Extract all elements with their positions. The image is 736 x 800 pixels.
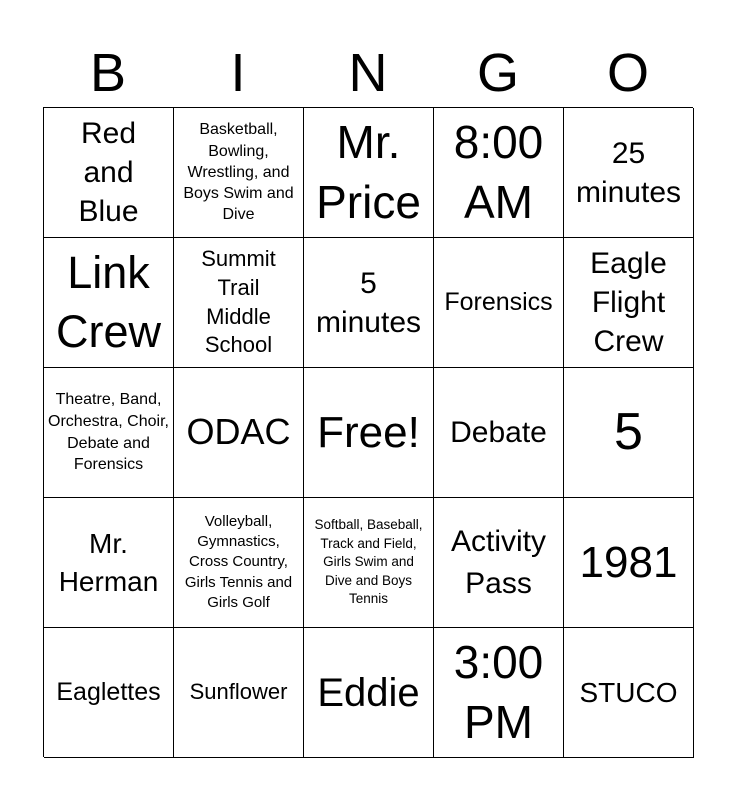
cell-text: Activity Pass [450, 524, 546, 600]
cell-text: 25 minutes [575, 136, 682, 209]
cell-text: Softball, Baseball, Track and Field, Girls Swim and Dive and Boys Tennis [314, 516, 423, 607]
bingo-cell[interactable] [304, 108, 434, 238]
header-letter-n: N [348, 43, 388, 103]
bingo-cell[interactable] [44, 108, 174, 238]
bingo-cell[interactable] [304, 238, 434, 368]
header-letter-g: G [476, 43, 519, 103]
bingo-cell[interactable] [434, 628, 564, 758]
bingo-cell[interactable] [174, 498, 304, 628]
bingo-cell[interactable] [564, 108, 694, 238]
cell-text: Basketball, Bowling, Wrestling, and Boys Swim and Dive [183, 121, 294, 224]
bingo-cell[interactable] [434, 368, 564, 498]
cell-text: Volleyball, Gymnastics, Cross Country, Girls Tennis and Girls Golf [184, 512, 293, 611]
bingo-cell[interactable] [564, 498, 694, 628]
header-letter-b: B [89, 43, 127, 103]
header-letter-i: I [230, 43, 246, 103]
cell-text: 1981 [579, 537, 678, 587]
bingo-cell[interactable] [434, 498, 564, 628]
cell-text: Forensics [444, 288, 553, 317]
cell-text: Mr. Price [316, 115, 421, 228]
bingo-cell[interactable] [434, 238, 564, 368]
cell-text: Link Crew [55, 247, 161, 357]
cell-text: Eaglettes [56, 678, 161, 707]
bingo-cell[interactable] [304, 628, 434, 758]
cell-text: Eddie [317, 670, 420, 715]
bingo-cell[interactable] [174, 628, 304, 758]
bingo-cell[interactable] [44, 368, 174, 498]
cell-text: Eagle Flight Crew [590, 247, 667, 358]
cell-text: Theatre, Band, Orchestra, Choir, Debate and Forensics [48, 391, 169, 474]
cell-text: Summit Trail Middle School [201, 246, 276, 358]
bingo-cell[interactable] [304, 498, 434, 628]
bingo-cell[interactable] [44, 628, 174, 758]
bingo-cell[interactable] [174, 108, 304, 238]
cell-text: Debate [450, 416, 547, 449]
bingo-cell[interactable] [174, 368, 304, 498]
bingo-cell[interactable] [304, 368, 434, 498]
bingo-cell[interactable] [564, 238, 694, 368]
cell-text: STUCO [579, 676, 678, 708]
bingo-header [43, 38, 693, 108]
cell-text: 3:00 PM [453, 635, 544, 748]
bingo-cell[interactable] [434, 108, 564, 238]
bingo-cell[interactable] [44, 238, 174, 368]
bingo-cell[interactable] [44, 498, 174, 628]
bingo-cell[interactable] [564, 368, 694, 498]
cell-text: Sunflower [189, 679, 288, 705]
cell-text: 5 minutes [315, 266, 422, 339]
bingo-cell[interactable] [174, 238, 304, 368]
cell-text: 8:00 AM [453, 115, 544, 228]
cell-text: Free! [317, 407, 420, 457]
cell-text: Mr. Herman [58, 527, 159, 597]
bingo-grid [43, 107, 693, 757]
header-letter-o: O [606, 43, 649, 103]
cell-text: ODAC [186, 411, 291, 453]
cell-text: 5 [614, 402, 643, 461]
cell-text: Red and Blue [78, 117, 139, 228]
bingo-cell[interactable] [564, 628, 694, 758]
